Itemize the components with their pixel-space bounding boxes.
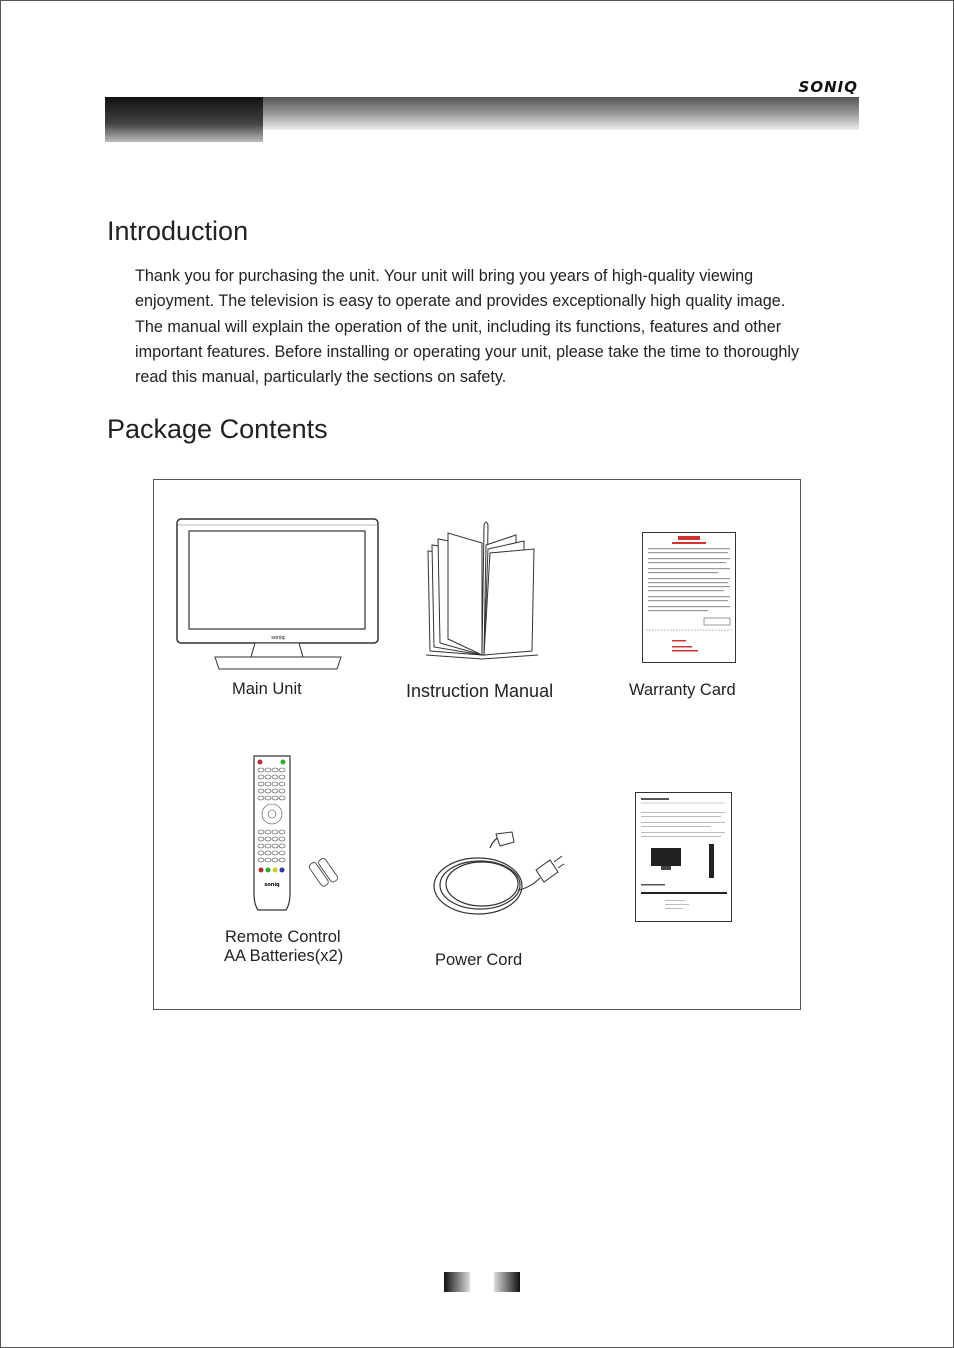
warranty-card-caption: Warranty Card	[629, 681, 736, 699]
brand-logo: SONIQ	[798, 78, 858, 96]
manual-illustration	[420, 515, 544, 661]
warranty-card-illustration	[642, 532, 737, 664]
intro-line: enjoyment. The television is easy to operate and provides exceptionally high quality image.	[135, 292, 786, 311]
intro-line: important features. Before installing or operating your unit, please take the time to thoroughly	[135, 342, 800, 361]
main-unit-caption: Main Unit	[232, 680, 302, 698]
manual-caption: Instruction Manual	[406, 681, 554, 701]
quick-reference-illustration	[635, 792, 733, 924]
footer-page-bar	[444, 1272, 520, 1292]
power-cord-illustration	[430, 830, 566, 924]
header-tab-block	[105, 97, 263, 142]
intro-line: The manual will explain the operation of the unit, including its functions, features and other	[135, 317, 782, 336]
svg-text:soniq: soniq	[271, 635, 285, 641]
intro-line: read this manual, particularly the sections on safety.	[135, 368, 507, 387]
power-cord-caption: Power Cord	[435, 951, 523, 969]
remote-control-illustration	[250, 754, 346, 914]
introduction-paragraph	[135, 264, 855, 390]
intro-line: Thank you for purchasing the unit. Your unit will bring you years of high-quality viewing	[135, 267, 754, 285]
package-contents-heading: Package Contents	[107, 414, 328, 444]
tv-illustration	[175, 517, 381, 672]
introduction-heading: Introduction	[107, 216, 249, 246]
svg-text:soniq: soniq	[264, 882, 280, 888]
remote-control-caption: Remote Control	[225, 928, 341, 946]
batteries-caption: AA Batteries(x2)	[224, 947, 344, 965]
